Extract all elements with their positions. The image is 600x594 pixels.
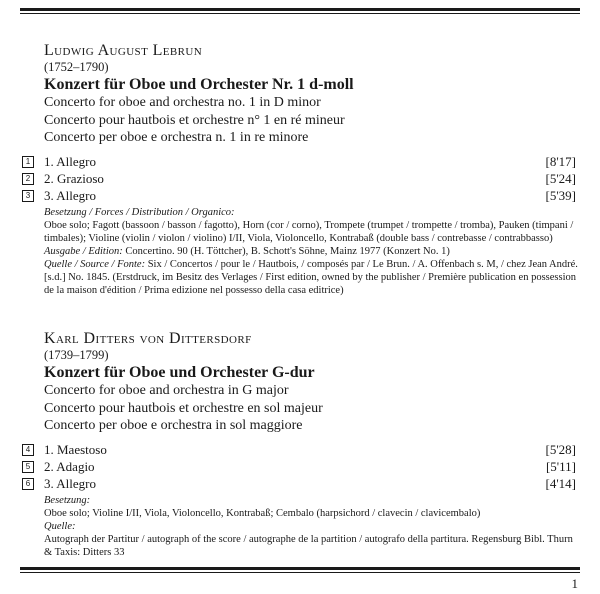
track-duration: [5'39] (545, 187, 576, 203)
instrumentation-text: Oboe solo; Fagott (bassoon / basson / fagotto), Horn (cor / corno), Trompete (trumpet / trompette / tromba), Pauken (timpani / timbales); Violine (violin / violon / violino) I/II, Viola, Violoncello, Kontrabaß (double bass / contrebasse / contrabbasso) (44, 219, 574, 244)
top-rule-thick (20, 8, 580, 11)
work-section-lebrun (25, 42, 580, 297)
instrumentation-heading: Besetzung: (44, 494, 91, 506)
movement-title: 3. Allegro (44, 475, 96, 491)
bottom-rule-thick (20, 567, 580, 570)
track-duration: [8'17] (545, 153, 576, 169)
source-heading: Quelle: (44, 520, 76, 532)
track-row[interactable] (25, 170, 580, 187)
track-duration: [5'11] (545, 458, 576, 474)
subtitle-fr: Concerto pour hautbois et orchestre en sol majeur (44, 400, 323, 416)
track-number-box: 5 (22, 461, 34, 473)
track-row[interactable] (25, 441, 580, 458)
track-number-box: 4 (22, 444, 34, 456)
track-row[interactable] (25, 153, 580, 170)
instrumentation-heading: Besetzung / Forces / Distribution / Organico: (44, 206, 235, 218)
track-list (25, 441, 580, 492)
movement-title: 1. Maestoso (44, 441, 107, 457)
subtitle-en: Concerto for oboe and orchestra in G major (44, 383, 289, 398)
movement-title: 1. Allegro (44, 153, 96, 169)
work-section-dittersdorf (25, 330, 580, 559)
movement-title: 3. Allegro (44, 187, 96, 203)
track-duration: [5'28] (545, 441, 576, 457)
track-row[interactable] (25, 187, 580, 204)
page-number: 1 (571, 576, 578, 591)
track-row[interactable] (25, 458, 580, 475)
composer-dates: (1739–1799) (44, 348, 109, 362)
movement-title: 2. Adagio (44, 458, 95, 474)
top-rule-thin (20, 13, 580, 14)
track-number-box: 1 (22, 156, 34, 168)
source-text: Autograph der Partitur / autograph of the score / autographe de la partition / autografo della partitura. Regensburg Bibl. Thurn & Taxis: Ditters 33 (44, 533, 573, 558)
track-duration: [5'24] (545, 170, 576, 186)
work-title: Konzert für Oboe und Orchester Nr. 1 d-moll (44, 76, 354, 93)
work-details (44, 206, 580, 297)
track-number-box: 2 (22, 173, 34, 185)
work-title: Konzert für Oboe und Orchester G-dur (44, 364, 315, 381)
source-line: Quelle / Source / Fonte: Six / Concertos / pour le / Hautbois, / composés par / Le Brun. / A. Offenbach s. M, / chez Jean André. [s.d.] No. 1845. (Erstdruck, im Besitz des Verlages / First edition, owned by the publisher / Première publication en possession de la maison d'édition / Prima edizione nel possesso della casa editrice) (44, 258, 578, 296)
subtitle-en: Concerto for oboe and orchestra no. 1 in D minor (44, 95, 321, 110)
composer-name: Karl Ditters von Dittersdorf (44, 330, 252, 347)
movement-title: 2. Grazioso (44, 170, 104, 186)
composer-dates: (1752–1790) (44, 60, 109, 74)
track-number-box: 3 (22, 190, 34, 202)
subtitle-it: Concerto per oboe e orchestra n. 1 in re minore (44, 130, 309, 145)
track-number-box: 6 (22, 478, 34, 490)
subtitle-it: Concerto per oboe e orchestra in sol maggiore (44, 418, 303, 433)
work-details (44, 494, 580, 559)
subtitle-fr: Concerto pour hautbois et orchestre n° 1 en ré mineur (44, 112, 345, 128)
track-row[interactable] (25, 475, 580, 492)
composer-name: Ludwig August Lebrun (44, 42, 203, 59)
edition-line: Ausgabe / Edition: Concertino. 90 (H. Töttcher), B. Schott's Söhne, Mainz 1977 (Konzert No. 1) (44, 245, 450, 257)
track-duration: [4'14] (545, 475, 576, 491)
instrumentation-text: Oboe solo; Violine I/II, Viola, Violoncello, Kontrabaß; Cembalo (harpsichord / clavecin / clavicembalo) (44, 507, 481, 519)
bottom-rule-thin (20, 572, 580, 573)
track-list (25, 153, 580, 204)
